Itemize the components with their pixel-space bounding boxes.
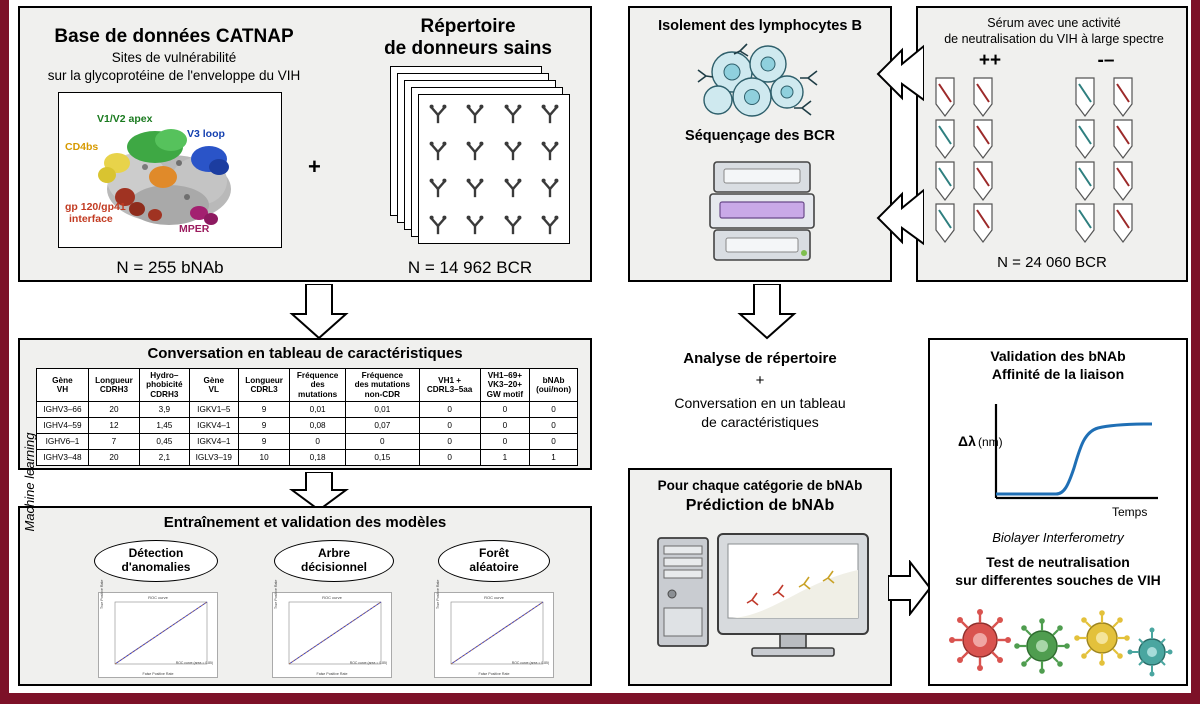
model-label-line2: aléatoire (469, 560, 519, 574)
analysis-text-block (628, 350, 892, 432)
cell: IGHV6–1 (37, 434, 89, 450)
validation-title-line2: Affinité de la liaison (991, 366, 1125, 382)
analysis-title: Analyse de répertoire (683, 350, 837, 367)
roc-xlabel: False Positive Rate (316, 672, 348, 676)
bli-caption: Biolayer Interferometry (992, 530, 1124, 545)
col-bnab: bNAb (oui/non) (530, 369, 578, 402)
features-table-title: Conversation en tableau de caractéristiques (147, 345, 463, 362)
hiv-strains-icon (946, 596, 1174, 680)
cell: IGKV4–1 (189, 418, 238, 434)
model-label-line2: d'anomalies (121, 560, 191, 574)
cell: 0 (346, 434, 420, 450)
cell: 0 (419, 402, 480, 418)
label-cd4bs-icon: CD4bs (65, 141, 99, 153)
cell: 0 (530, 402, 578, 418)
roc-legend: ROC curve (area = 0.85) (175, 661, 213, 665)
panel-serum-neutralization (916, 6, 1188, 282)
col-longueur-cdrl3: Longueur CDRL3 (238, 369, 289, 402)
roc-curve-random-forest (434, 579, 554, 678)
serum-negative-sign: -– (1097, 50, 1115, 71)
roc-ylabel: True Positive Rate (100, 579, 104, 609)
model-label-line1: Détection (128, 546, 184, 561)
panel-features-table (18, 338, 592, 470)
col-frequence-mutations-non-cdr: Fréquence des mutations non-CDR (346, 369, 420, 402)
roc-ylabel: True Positive Rate (436, 579, 440, 609)
col-hydrophobicite-cdrh3: Hydro– phobicité CDRH3 (140, 369, 190, 402)
hiv-envelope-structure-image (58, 92, 282, 248)
antibody-icon (464, 177, 486, 199)
cell: 1 (480, 450, 530, 466)
cell: 0 (419, 434, 480, 450)
antibody-icon (539, 177, 561, 199)
antibody-icon (427, 177, 449, 199)
roc-xlabel: False Positive Rate (142, 672, 174, 676)
b-cell-icon (682, 42, 852, 122)
antibody-icon (539, 214, 561, 236)
panel-lymphocyte-isolation (628, 6, 892, 282)
svg-text:Δλ: Δλ (958, 433, 976, 449)
cell: 9 (238, 434, 289, 450)
arrow-lymphocytes-to-analysis (736, 284, 798, 340)
model-label-line1: Arbre (317, 546, 350, 561)
arrow-catnap-to-table (288, 284, 350, 340)
virus-yellow (1074, 610, 1130, 666)
repertoire-bcr-count: N = 14 962 BCR (407, 258, 533, 277)
cell: 10 (238, 450, 289, 466)
virus-teal (1128, 628, 1173, 677)
cell: 0,07 (346, 418, 420, 434)
cell: 0,01 (346, 402, 420, 418)
cell: 0,45 (140, 434, 190, 450)
table-row (37, 450, 578, 466)
cell: 0 (480, 402, 530, 418)
cell: 0,18 (290, 450, 346, 466)
prediction-subtitle: Pour chaque catégorie de bNAb (657, 478, 863, 493)
label-gp120-gp41-line2: interface (69, 213, 113, 225)
cell: 0 (480, 418, 530, 434)
cell: IGHV3–66 (37, 402, 89, 418)
table-header-row (37, 369, 578, 402)
catnap-title: Base de données CATNAP (54, 26, 294, 47)
label-mper-icon: MPER (179, 223, 210, 235)
panel-bnab-prediction (628, 468, 892, 686)
plus-symbol-icon: + (308, 154, 321, 179)
label-gp120-gp41-line1: gp 120/gp41 (65, 201, 126, 213)
antibody-icon (464, 214, 486, 236)
cell: 0 (530, 434, 578, 450)
sequencer-icon (706, 156, 818, 266)
cell: 1,45 (140, 418, 190, 434)
svg-text:(nm): (nm) (978, 435, 1003, 449)
antibody-icon-grid (419, 95, 569, 243)
panel-bnab-validation (928, 338, 1188, 686)
antibody-icon (464, 103, 486, 125)
roc-curve-anomaly-detection (98, 579, 218, 678)
roc-legend: ROC curve (area = 0.85) (511, 661, 549, 665)
cell: IGKV1–5 (189, 402, 238, 418)
ml-side-label: Machine learning (22, 432, 37, 532)
neutralization-title-line2: sur differentes souches de VIH (955, 572, 1161, 588)
model-label-line2: décisionnel (300, 560, 368, 574)
roc-ylabel: True Positive Rate (274, 579, 278, 609)
col-gene-vh: Gène VH (37, 369, 89, 402)
cell: 0 (480, 434, 530, 450)
roc-legend: ROC curve (area = 0.85) (349, 661, 387, 665)
col-longueur-cdrh3: Longueur CDRH3 (88, 369, 139, 402)
roc-caption: ROC curve (148, 595, 168, 600)
cell: 1 (530, 450, 578, 466)
prediction-title: Prédiction de bNAb (685, 497, 835, 514)
serum-tube-grid-icon (926, 74, 1182, 246)
antibody-icon (539, 103, 561, 125)
cell: 0,01 (290, 402, 346, 418)
cell: 0 (290, 434, 346, 450)
antibody-icon (539, 140, 561, 162)
analysis-plus-symbol: + (755, 372, 765, 389)
neutralization-title-line1: Test de neutralisation (986, 554, 1130, 570)
col-gene-vl: Gène VL (189, 369, 238, 402)
col-vh1-cdrl3: VH1 + CDRL3–5aa (419, 369, 480, 402)
validation-title-line1: Validation des bNAb (990, 348, 1126, 364)
cell: 12 (88, 418, 139, 434)
bli-sensorgram-chart (952, 390, 1170, 526)
repertoire-title-line1: Répertoire (420, 16, 516, 37)
cell: 20 (88, 450, 139, 466)
cell: IGLV3–19 (189, 450, 238, 466)
arrows-serum-to-lymphocytes (876, 40, 924, 250)
serum-positive-sign: ++ (978, 50, 1002, 71)
table-row (37, 434, 578, 450)
antibody-icon (502, 140, 524, 162)
cell: 2,1 (140, 450, 190, 466)
cell: IGKV4–1 (189, 434, 238, 450)
cell: 20 (88, 402, 139, 418)
model-random-forest (438, 540, 550, 582)
cell: 0 (419, 450, 480, 466)
serum-bcr-count: N = 24 060 BCR (997, 254, 1107, 271)
antibody-icon (427, 214, 449, 236)
model-label-line1: Forêt (478, 546, 509, 561)
catnap-subtitle-1: Sites de vulnérabilité (111, 50, 237, 65)
cell: 0,08 (290, 418, 346, 434)
serum-title-line2: de neutralisation du VIH à large spectre (944, 32, 1164, 46)
catnap-bnab-count: N = 255 bNAb (116, 258, 224, 277)
lymphocyte-title: Isolement des lymphocytes B (658, 18, 862, 34)
col-vh1-69-vk3-20-gw: VH1–69+ VK3–20+ GW motif (480, 369, 530, 402)
svg-text:Temps: Temps (1112, 505, 1148, 519)
cell: 7 (88, 434, 139, 450)
cell: IGHV3–48 (37, 450, 89, 466)
virus-red (949, 609, 1011, 671)
roc-curve-decision-tree (272, 579, 392, 678)
arrow-prediction-to-validation (888, 560, 932, 616)
bcr-sequencing-title: Séquençage des BCR (685, 128, 835, 144)
features-table (36, 368, 578, 466)
antibody-icon (502, 103, 524, 125)
antibody-icon (502, 214, 524, 236)
antibody-icon (502, 177, 524, 199)
ml-title: Entraînement et validation des modèles (163, 514, 447, 531)
panel-catnap-database (18, 6, 592, 282)
roc-caption: ROC curve (484, 595, 504, 600)
catnap-subtitle-2: sur la glycoprotéine de l'enveloppe du VIH (47, 68, 301, 83)
serum-title-line1: Sérum avec une activité (987, 16, 1121, 30)
computer-icon (652, 522, 876, 672)
model-anomaly-detection (94, 540, 218, 582)
antibody-icon (464, 140, 486, 162)
analysis-subtitle-line1: Conversation en un tableau (674, 395, 846, 411)
model-decision-tree (274, 540, 394, 582)
cell: 9 (238, 418, 289, 434)
roc-xlabel: False Positive Rate (478, 672, 510, 676)
cell: 3,9 (140, 402, 190, 418)
cell: 0,15 (346, 450, 420, 466)
label-v3-loop-icon: V3 loop (187, 128, 225, 140)
cell: 0 (530, 418, 578, 434)
repertoire-title-line2: de donneurs sains (384, 38, 552, 59)
bcr-repertoire-card-stack (396, 68, 572, 246)
label-v1v2-apex-icon: V1/V2 apex (97, 113, 153, 125)
analysis-subtitle-line2: de caractéristiques (701, 413, 819, 430)
cell: IGHV4–59 (37, 418, 89, 434)
virus-green (1014, 618, 1070, 674)
col-frequence-mutations: Fréquence des mutations (290, 369, 346, 402)
analysis-subtitle (628, 394, 892, 432)
antibody-icon (427, 103, 449, 125)
repertoire-title (350, 16, 586, 60)
antibody-icon (427, 140, 449, 162)
cell: 0 (419, 418, 480, 434)
table-row (37, 402, 578, 418)
cell: 9 (238, 402, 289, 418)
table-row (37, 418, 578, 434)
bcr-card-1 (418, 94, 570, 244)
roc-caption: ROC curve (322, 595, 342, 600)
